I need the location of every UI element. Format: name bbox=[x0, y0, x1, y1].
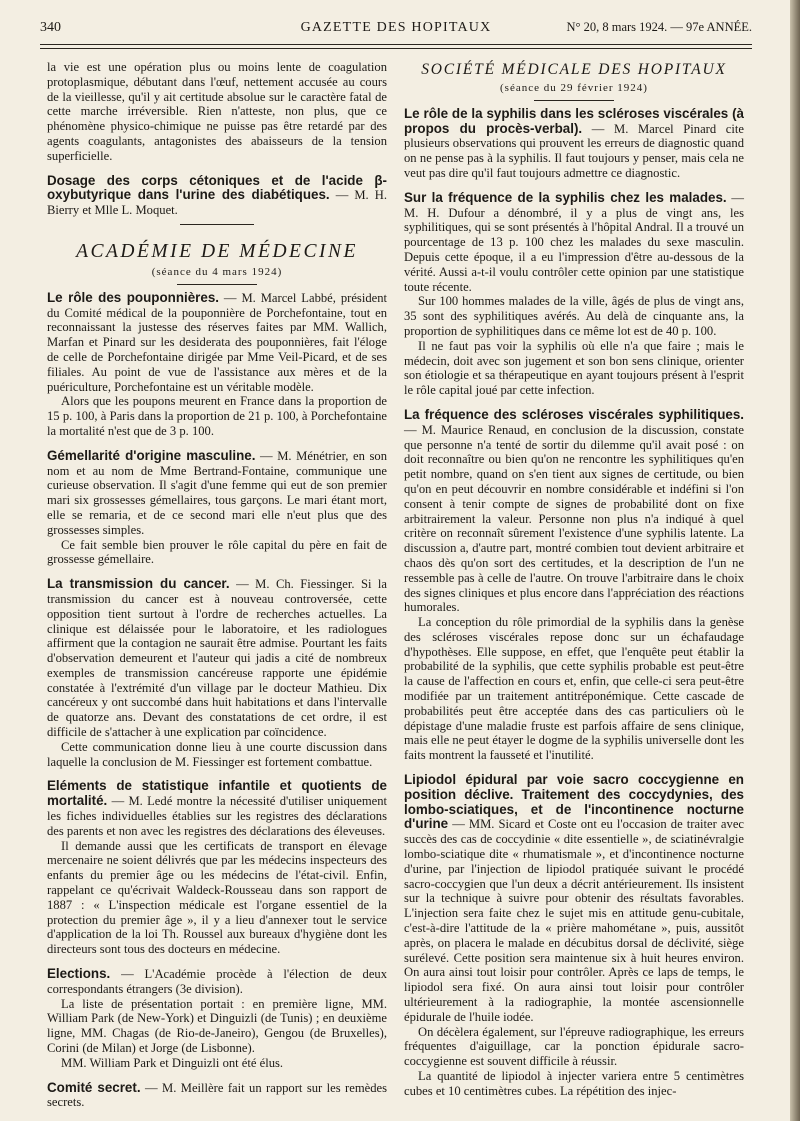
article-text: — M. H. Dufour a dénombré, il y a plus de vingt ans, les syphilitiques, qui se sont présentés à l'hôpital Andral. Il a trouvé un pourcentage de 13 p. 100 chez les malades du sexe masculin. Depuis cette époque, il a eu l'impression d'être au-dessous de la vérité. Aussi a-t-il voulu contrôler cette opinion par une statistique toute récente. bbox=[404, 190, 744, 294]
article-paragraph: Il ne faut pas voir la syphilis où elle n'a que faire ; mais le médecin, doit avec son jugement et son bon sens clinique, orienter son étiologie et sa thérapeutique en ayant toujours présent à l'esprit le rôle capital joué par cette infection. bbox=[404, 338, 744, 398]
article-paragraph: Il demande aussi que les certificats de transport en élevage mercenaire ne soient délivrés que par les médecins inspecteurs des enfants du premier âge ou les médecins de l'état-civil. Enfin, rappelant ce qu'écrivait Waldeck-Rousseau dans son rapport de 1887 : « L'inspection médicale est l'organe essentiel de la protection du premier âge », il y a lieu d'annexer tout le service d'application de la loi Th. Roussel aux bureaux d'hygiène dont les directeurs sont tous des docteurs en médecine. bbox=[47, 838, 387, 957]
article-paragraph: Cette communication donne lieu à une courte discussion dans laquelle la conclusion de M. Fiessinger est fortement combattue. bbox=[47, 739, 387, 769]
right-column bbox=[404, 60, 744, 1099]
article-text: — M. Marcel Labbé, président du Comité médical de la pouponnière de Porchefontaine, tout en reconnaissant la justesse des réserves faites par MM. Wallich, Marfan et Pinard sur les desiderata des pouponnières, fait l'éloge de celle de Porchefontaine dirigée par Mme Veil-Picard, et de ses filiales. Au point de vue de l'assistance aux mères et de la puériculture, Porchefontaine est un véritable modèle. bbox=[47, 290, 387, 394]
session-date: (séance du 4 mars 1924) bbox=[151, 265, 283, 278]
journal-title: GAZETTE DES HOPITAUX bbox=[300, 20, 492, 35]
article-title: Le rôle des pouponnières. bbox=[47, 289, 219, 305]
article-text: — M. Marcel Pinard cite plusieurs observations qui prouvent les erreurs de diagnostic quand on ne pense pas à la syphilis. Il faut toujours y penser, mais cela ne veut pas dire qu'il faut toujours admettre ce diagnostic. bbox=[404, 121, 744, 180]
section-heading-societe: SOCIÉTÉ MÉDICALE DES HOPITAUX bbox=[421, 61, 727, 78]
article-paragraph: On décèlera également, sur l'épreuve radiographique, les erreurs fréquentes d'aiguillage, car la ponction épidurale sacro-coccygienne est souvent difficile à réussir. bbox=[404, 1024, 744, 1069]
article-gemellarite bbox=[47, 449, 387, 538]
heading-rule bbox=[534, 100, 614, 101]
article-paragraph: La liste de présentation portait : en première ligne, MM. William Park (de New-York) et Dinguizli (de Tunis) ; en deuxième ligne, MM. Chagas (de Rio-de-Janeiro), Gengou (de Bruxelles), Corini (de Milan) et Jorge (de Lisbonne). bbox=[47, 996, 387, 1056]
page-edge-shadow bbox=[790, 0, 800, 1121]
article-title: Sur la fréquence de la syphilis chez les malades. bbox=[404, 189, 727, 205]
article-lipiodol bbox=[404, 773, 744, 1025]
article-authors: — M. H. Bierry et Mlle L. Moquet. bbox=[47, 188, 387, 218]
article-title: Gémellarité d'origine masculine. bbox=[47, 447, 256, 463]
article-elections bbox=[47, 967, 387, 997]
article-frequence-malades bbox=[404, 191, 744, 295]
article-title: La transmission du cancer. bbox=[47, 576, 230, 592]
article-title: Comité secret. bbox=[47, 1079, 141, 1095]
article-paragraph: Alors que les poupons meurent en France dans la proportion de 15 p. 100, à Paris dans la proportion de 21 p. 100, à Porchefontaine la mortalité n'est que de 3 p. 100. bbox=[47, 394, 387, 438]
article-text: — MM. Sicard et Coste ont eu l'occasion de traiter avec succès des cas de coccydinie « dite essentielle », de sciatinévralgie lombo-sciatique dite « rhumatismale », et d'incontinence nocturne d'urine, par l'injection de lipiodol pratiquée suivant le procédé sacro-coccygien que l'un deux a décrit antérieurement. Ils insistent sur la technique à suivre pour obtenir des résultats favorables. L'injection sera faite chez le sujet mis en attitude genu-cubitale, c'est-à-dire l'attitude de la « prière mahométane », puis, aussitôt après, on placera le malade en décubitus dorsal de déclivité, siège surélevé. Cette position sera maintenue six à huit heures environ. On aura ainsi tout loisir pour contrôler. Après ce laps de temps, le lipiodol sera fixé. On aura ainsi tout loisir pour contrôler ultérieurement à la radiographie, la montée ascensionnelle épidurale de l'huile iodée. bbox=[404, 817, 744, 1024]
article-comite bbox=[47, 1081, 387, 1111]
article-paragraph: La quantité de lipiodol à injecter variera entre 5 centimètres cubes et 10 centimètres cubes. La répétition des injec- bbox=[404, 1069, 744, 1098]
section-heading-academie: ACADÉMIE DE MÉDECINE bbox=[76, 240, 358, 262]
article-cancer bbox=[47, 577, 387, 740]
section-divider bbox=[180, 224, 254, 225]
article-text: — M. Ménétrier, en son nom et au nom de Mme Bertrand-Fontaine, communique une curieuse observation. Il s'agit d'une femme qui eut de son premier mari six grossesses gémellaires, tous garçons. Le mari étant mort, elle se remaria, et de ce second mari elle n'eut plus que des grossesses simples. bbox=[47, 448, 387, 537]
article-pouponnieres bbox=[47, 291, 387, 395]
article-text: — M. Maurice Renaud, en conclusion de la discussion, constate que personne n'a tenté de sortir du dilemme qu'il avait posé : on doit reconnaître ou bien qu'on ne rencontre les syphilitiques qu'en petit nombre, quand on s'en tient aux signes de certitude, ou bien qu'on en peut découvrir en nombre considérable et indéfini si l'on consent à tenir compte de signes de probabilité dont on fixe arbitrairement la valeur. Personne non plus n'a indiqué à quel critère on reconnaît sûrement l'existence d'une syphilis latente. La discussion a, d'autre part, montré combien tout devient arbitraire et chaos dès qu'on sort des certitudes, et la description de l'un ne ressemble pas à celle de l'autre. On trouve l'arbitraire dans le choix des signes cliniques et plus encore dans l'appréciation des réactions humorales. bbox=[404, 422, 744, 615]
page-number: 340 bbox=[40, 20, 61, 35]
article-title: Elections. bbox=[47, 966, 111, 982]
article-syphilis-scleroses bbox=[404, 107, 744, 181]
article-title: Lipiodol épidural par voie sacro coccygienne en position déclive. Traitement des coccydynies, des lombo-sciatiques, et de l'incontinence nocturne d'urine bbox=[404, 772, 744, 832]
article-text: — M. Ch. Fiessinger. Si la transmission du cancer est à nouveau controversée, cette opposition tient surtout à l'ordre de recherches actuelles. La clinique est délaissée pour le laboratoire, et les radiologues affirment que la contagion ne saurait être admise. Pourtant les faits d'observation demeurent et l'auteur qui jadis a cité de nombreux exemples de transmission cancéreuse rapporte une épidémie constatée à l'extrémité d'un village par le docteur Mathieu. Dix cancéreux y ont succombé dans huit habitations et dans l'intervalle de quatorze ans. Devant des constatations de cet ordre, il est difficile de s'attacher à une explication par coïncidence. bbox=[47, 577, 387, 740]
header-rule-thin bbox=[40, 48, 752, 49]
heading-rule bbox=[177, 284, 257, 285]
article-paragraph: MM. William Park et Dinguizli ont été élus. bbox=[61, 1055, 284, 1070]
article-text: — L'Académie procède à l'élection de deux correspondants étrangers (3e division). bbox=[47, 967, 387, 996]
left-column bbox=[47, 60, 387, 1121]
header-rule-thick bbox=[40, 44, 752, 45]
intro-paragraph: la vie est une opération plus ou moins lente de coagulation protoplasmique, débutant dans l'œuf, nettement accusée au cours de la vieillesse, qu'il y ait certitude absolue sur le caractère fatal de cette marche irréversible. Rien n'atteste, non plus, que ce phénomène physico-chimique ne puisse pas être retardé par des agents coagulants, antagonistes des abaisseurs de la tension superficielle. bbox=[47, 60, 387, 163]
article-title: Dosage des corps cétoniques et de l'acide β-oxybutyrique dans l'urine des diabétiques. bbox=[47, 172, 387, 203]
article-title: La fréquence des scléroses viscérales syphilitiques. bbox=[404, 406, 744, 422]
article-dosage bbox=[47, 174, 387, 218]
article-title: Le rôle de la syphilis dans les scléroses viscérales (à propos du procès-verbal). bbox=[404, 105, 744, 136]
page-header bbox=[40, 20, 752, 42]
session-date: (séance du 29 février 1924) bbox=[500, 82, 648, 94]
issue-info: N° 20, 8 mars 1924. — 97e ANNÉE. bbox=[566, 20, 752, 34]
article-paragraph: La conception du rôle primordial de la syphilis dans la genèse des scléroses viscérales repose donc sur un échafaudage d'hypothèses. Elle suppose, en effet, que l'enquête peut établir la probabilité de la syphilis, que cette syphilis probable est peut-être la cause de l'affection en cours et, enfin, que celle-ci sera peut-être modifiée par un traitement antitréponémique. Cette cascade de probabilités peut être acceptée dans des cas particuliers où le dépistage d'une maladie fruste est parfois affaire de sens clinique, mais elle ne peut étayer le dogme de la syphilis universelle dont les faits montrent la fausseté et l'inutilité. bbox=[404, 615, 744, 763]
article-paragraph: Sur 100 hommes malades de la ville, âgés de plus de vingt ans, 35 sont des syphilitiques avérés. Au delà de cinquante ans, la proportion de syphilitiques dans ce même lot est de 40 p. 100. bbox=[404, 294, 744, 338]
article-frequence-scleroses bbox=[404, 408, 744, 615]
article-text: — M. Meillère fait un rapport sur les remèdes secrets. bbox=[47, 1080, 387, 1110]
article-statistique bbox=[47, 779, 387, 838]
article-title: Eléments de statistique infantile et quotients de mortalité. bbox=[47, 778, 387, 809]
article-paragraph: Ce fait semble bien prouver le rôle capital du père en fait de grossesse gémellaire. bbox=[47, 537, 387, 567]
article-text: — M. Ledé montre la nécessité d'utiliser uniquement les fiches individuelles établies sur les registres des déclarations des parents et non avec les registres des déclarations des éleveuses. bbox=[47, 794, 387, 838]
